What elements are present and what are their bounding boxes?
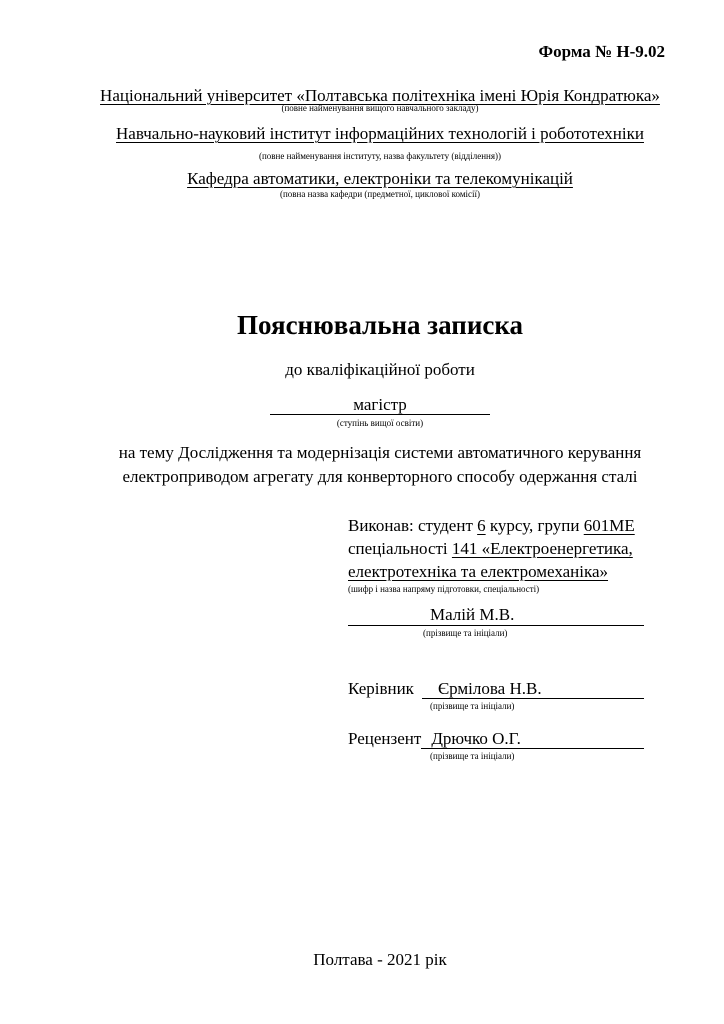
performer-line1-middle: курсу, групи	[485, 516, 584, 535]
institute-caption: (повне найменування інституту, назва факультету (відділення))	[258, 151, 501, 161]
city-year-footer: Полтава - 2021 рік	[313, 950, 447, 969]
student-name-caption: (прізвище та ініціали)	[423, 628, 508, 638]
thesis-topic-line-2: електроприводом агрегату для конверторного способу одержання сталі	[122, 466, 638, 486]
university-caption: (повне найменування вищого навчального закладу)	[281, 103, 479, 113]
reviewer-label: Рецензент	[348, 729, 422, 748]
group-value: 601МЕ	[583, 516, 635, 535]
specialty-name-cont: електротехніка та електромеханіка»	[348, 562, 609, 581]
institute-name: Навчально-науковий інститут інформаційних технологій і робототехніки	[116, 124, 644, 143]
degree-caption: (ступінь вищої освіти)	[336, 418, 424, 428]
reviewer-caption: (прізвище та ініціали)	[430, 751, 515, 761]
specialty-caption: (шифр і назва напряму підготовки, спеціальності)	[348, 584, 540, 594]
supervisor-name-line: Єрмілова Н.В.	[422, 679, 644, 699]
reviewer-row	[348, 729, 644, 749]
supervisor-label: Керівник	[348, 679, 414, 698]
performer-block	[348, 514, 644, 762]
thesis-topic-line-1: на тему Дослідження та модернізація системи автоматичного керування	[118, 443, 642, 462]
supervisor-row	[348, 679, 644, 699]
department-name: Кафедра автоматики, електроніки та телекомунікацій	[187, 169, 573, 188]
performer-line-1	[348, 514, 644, 537]
reviewer-name-line: Дрючко О.Г.	[421, 729, 644, 749]
university-name: Національний університет «Полтавська політехніка імені Юрія Кондратюка»	[100, 86, 660, 105]
specialty-code-name: 141 «Електроенергетика,	[451, 539, 633, 558]
student-name-line: Малій М.В.	[348, 605, 644, 626]
supervisor-caption: (прізвище та ініціали)	[430, 701, 515, 711]
department-caption: (повна назва кафедри (предметної, циклової комісії)	[279, 189, 481, 199]
performer-line-2	[348, 537, 644, 560]
performer-line-3	[348, 560, 644, 583]
page-title: Пояснювальна записка	[236, 310, 524, 340]
degree-fill-line: магістр	[270, 395, 490, 415]
page-subtitle: до кваліфікаційної роботи	[285, 360, 475, 379]
form-number-label: Форма № Н-9.02	[538, 42, 665, 61]
specialty-prefix: спеціальності	[348, 539, 452, 558]
performer-line1-prefix: Виконав: студент	[348, 516, 478, 535]
course-value: 6	[477, 516, 486, 535]
thesis-topic	[62, 441, 698, 488]
